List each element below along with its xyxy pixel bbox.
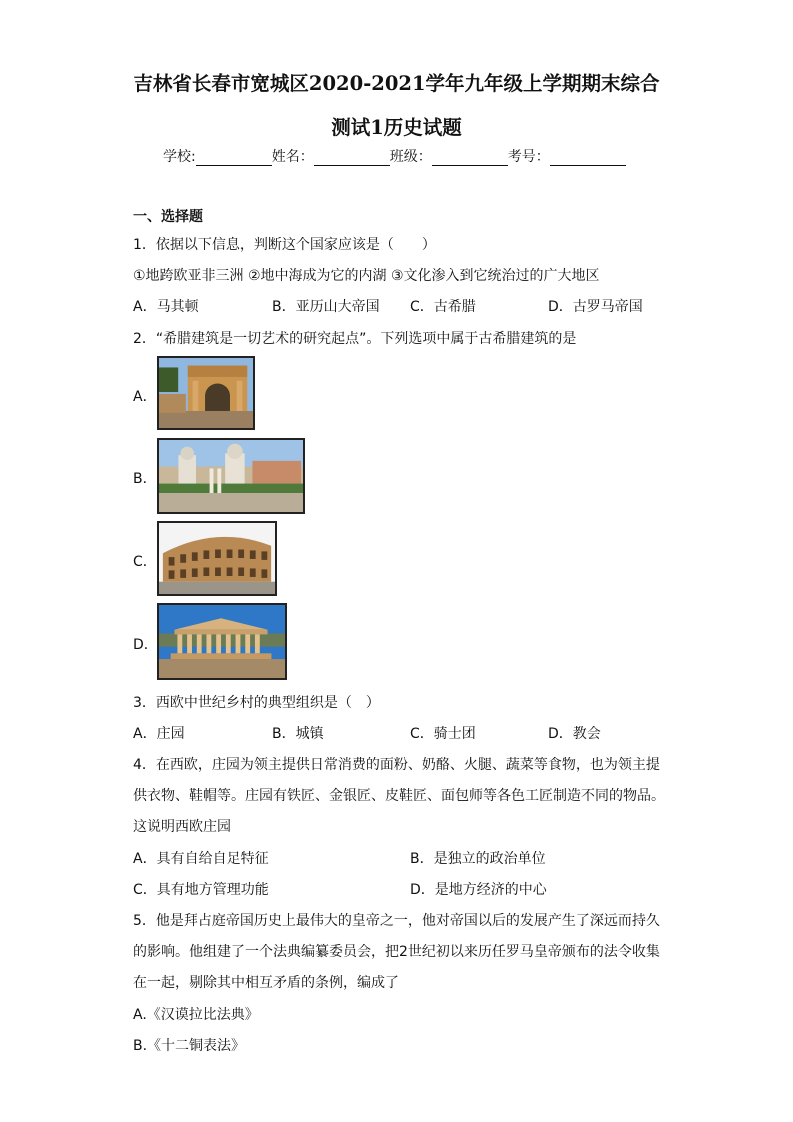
class-field[interactable] [432,151,508,166]
section-heading: 一、选择题 [133,209,203,225]
q5-stem-line-3: 在一起，剔除其中相互矛盾的条例，编成了 [133,975,399,991]
title-line-2: 测试1历史试题 [331,116,462,139]
q2-option-b-label: B． [133,471,157,487]
exam-no-label: 考号： [507,149,550,165]
q3-option-a[interactable]: A．庄园 [133,726,185,742]
q1-option-d[interactable]: D．古罗马帝国 [548,299,643,315]
q1-stem: 1．依据以下信息，判断这个国家应该是（ ） [133,237,436,253]
q5-stem-line-2: 的影响。他组建了一个法典编纂委员会，把2世纪初以来历任罗马皇帝颁布的法令收集 [133,944,660,960]
q3-option-c[interactable]: C．骑士团 [410,726,476,742]
q1-option-c[interactable]: C．古希腊 [410,299,476,315]
title-line-1: 吉林省长春市宽城区2020-2021学年九年级上学期期末综合 [133,72,660,95]
class-label: 班级： [389,149,432,165]
q5-stem-line-1: 5．他是拜占庭帝国历史上最伟大的皇帝之一，他对帝国以后的发展产生了深远而持久 [133,913,660,929]
q3-option-d[interactable]: D．教会 [548,726,601,742]
q1-option-a[interactable]: A．马其顿 [133,299,199,315]
exam-no-field[interactable] [550,151,626,166]
q2-option-c-image-colosseum[interactable] [157,521,277,596]
q4-stem-line-1: 4．在西欧，庄园为领主提供日常消费的面粉、奶酪、火腿、蔬菜等食物，也为领主提 [133,757,660,773]
q4-stem-line-2: 供衣物、鞋帽等。庄园有铁匠、金银匠、皮鞋匠、面包师等各色工匠制造不同的物品。 [133,788,665,804]
q2-option-d-image-parthenon[interactable] [157,603,287,680]
q3-stem: 3．西欧中世纪乡村的典型组织是（ ） [133,695,380,711]
q2-option-d-label: D． [133,637,158,653]
q2-option-a-image-arch[interactable] [157,356,255,430]
q3-option-b[interactable]: B．城镇 [272,726,324,742]
q4-option-c[interactable]: C．具有地方管理功能 [133,882,269,898]
name-field[interactable] [314,151,390,166]
q4-option-a[interactable]: A．具有自给自足特征 [133,851,269,867]
q1-info: ①地跨欧亚非三洲 ②地中海成为它的内湖 ③文化渗入到它统治过的广大地区 [133,268,600,284]
q2-option-a-label: A． [133,389,157,405]
q2-option-b-image-forum[interactable] [157,438,305,514]
q4-option-d[interactable]: D．是地方经济的中心 [410,882,547,898]
school-field[interactable] [196,151,272,166]
q2-option-c-label: C． [133,554,157,570]
q4-option-b[interactable]: B．是独立的政治单位 [410,851,546,867]
name-label: 姓名： [271,149,314,165]
q5-option-b[interactable]: B.《十二铜表法》 [133,1038,246,1054]
q1-option-b[interactable]: B．亚历山大帝国 [272,299,380,315]
q5-option-a[interactable]: A.《汉谟拉比法典》 [133,1007,259,1023]
q4-stem-line-3: 这说明西欧庄园 [133,819,231,835]
student-info-row [163,146,626,166]
q2-stem: 2．“希腊建筑是一切艺术的研究起点”。下列选项中属于古希腊建筑的是 [133,331,577,347]
school-label: 学校: [163,149,196,165]
